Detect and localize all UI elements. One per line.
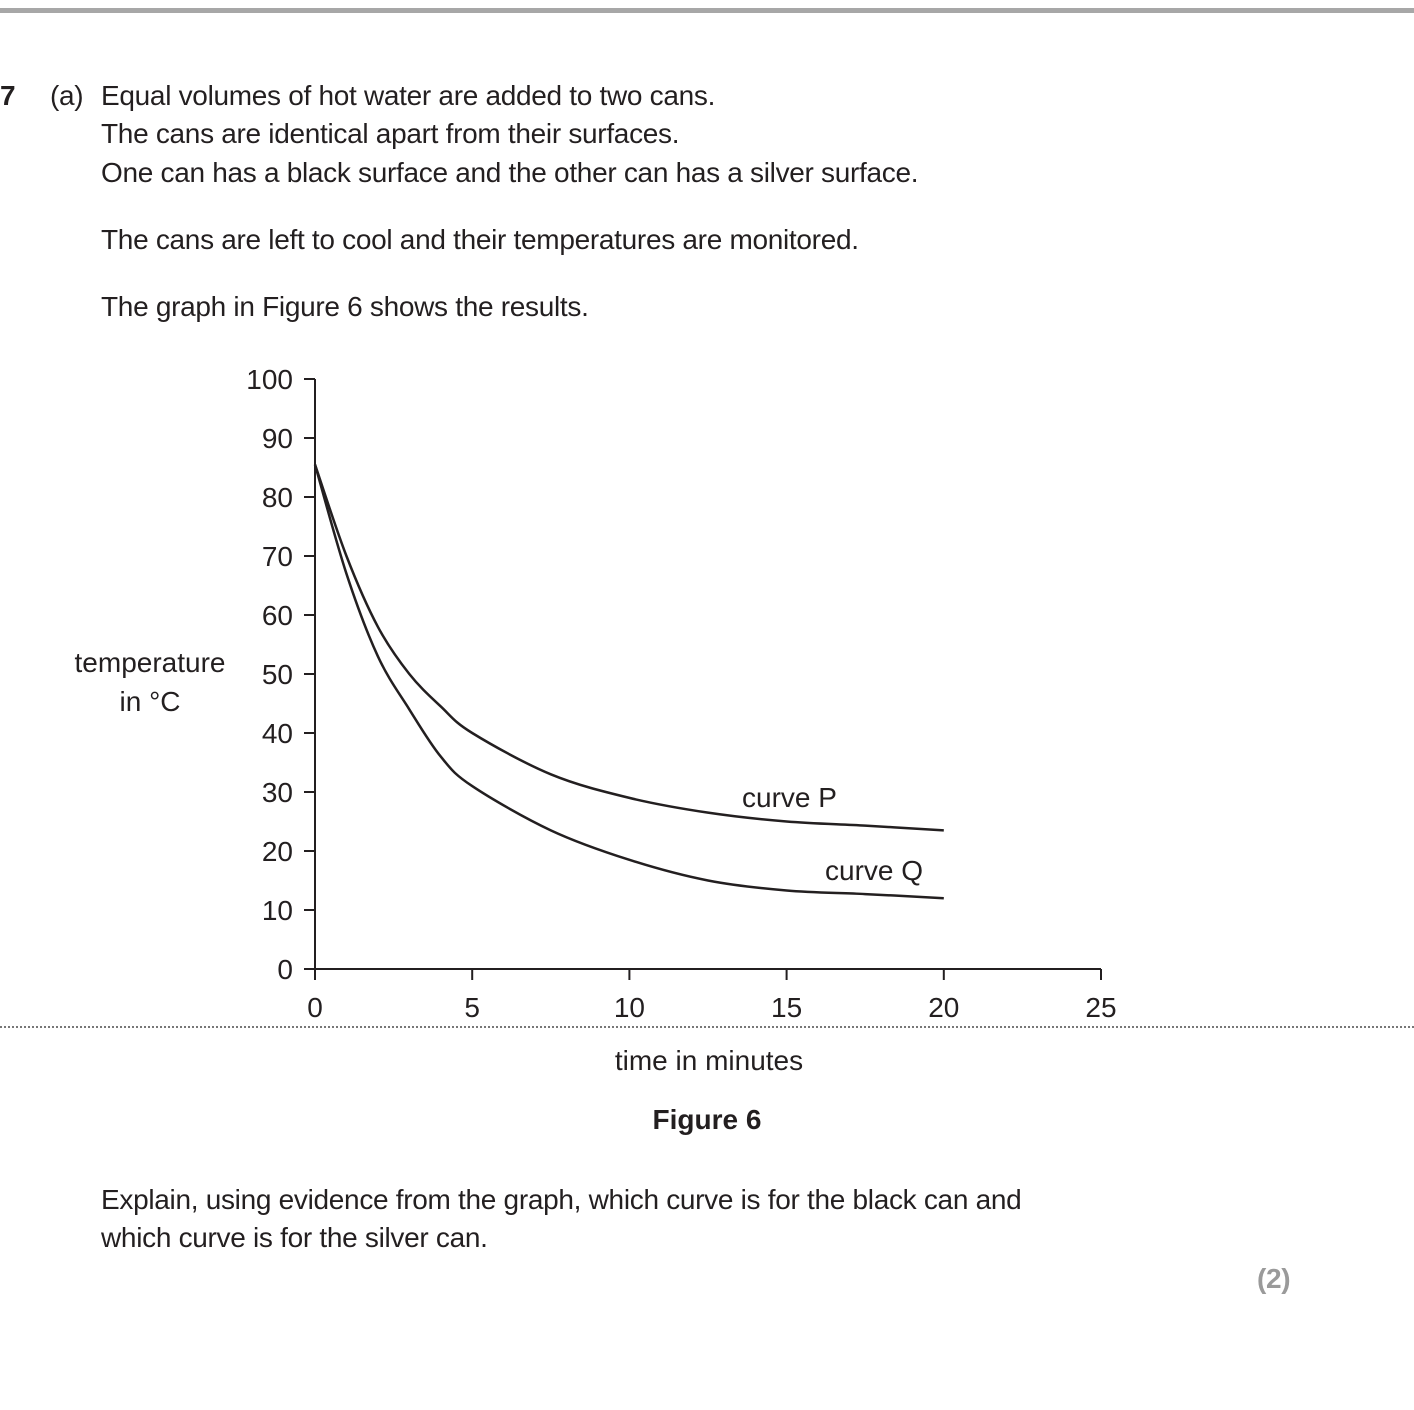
y-tick-label: 10	[261, 895, 293, 926]
curve-q-label: curve Q	[825, 855, 924, 886]
y-tick-label: 100	[246, 364, 293, 395]
y-axis-label-line-2: in °C	[119, 686, 181, 717]
intro-line-1: Equal volumes of hot water are added to two cans.	[101, 80, 716, 111]
y-tick-label: 20	[261, 836, 293, 867]
x-tick-label: 5	[464, 992, 480, 1023]
y-tick-label: 40	[261, 718, 293, 749]
x-tick-label: 10	[613, 992, 645, 1023]
y-axis-label-line-1: temperature	[74, 647, 226, 678]
marks-available: (2)	[1257, 1263, 1291, 1294]
curve-p-label: curve P	[742, 782, 837, 813]
x-axis-label: time in minutes	[614, 1045, 804, 1076]
x-tick-label: 20	[928, 992, 960, 1023]
intro-line-2: The cans are identical apart from their surfaces.	[101, 118, 680, 149]
x-tick-label: 15	[771, 992, 803, 1023]
y-tick-label: 30	[261, 777, 293, 808]
intro-line-3: One can has a black surface and the other can has a silver surface.	[101, 157, 919, 188]
x-tick-label: 25	[1085, 992, 1117, 1023]
answer-line[interactable]	[0, 1026, 1414, 1028]
y-tick-label: 50	[261, 659, 293, 690]
y-tick-label: 80	[261, 482, 293, 513]
curve-p-line	[315, 465, 944, 831]
question-number: 7	[0, 80, 16, 111]
paragraph-cooling: The cans are left to cool and their temperatures are monitored.	[101, 224, 859, 255]
y-tick-label: 60	[261, 600, 293, 631]
y-tick-label: 70	[261, 541, 293, 572]
y-tick-label: 0	[277, 954, 293, 985]
figure-caption: Figure 6	[652, 1104, 762, 1135]
x-tick-label: 0	[307, 992, 323, 1023]
question-part: (a)	[50, 80, 84, 111]
y-tick-label: 90	[261, 423, 293, 454]
prompt-line-1: Explain, using evidence from the graph, which curve is for the black can and	[101, 1184, 1022, 1215]
curve-q-line	[315, 465, 944, 899]
paragraph-figure-ref: The graph in Figure 6 shows the results.	[101, 291, 589, 322]
prompt-line-2: which curve is for the silver can.	[101, 1222, 488, 1253]
